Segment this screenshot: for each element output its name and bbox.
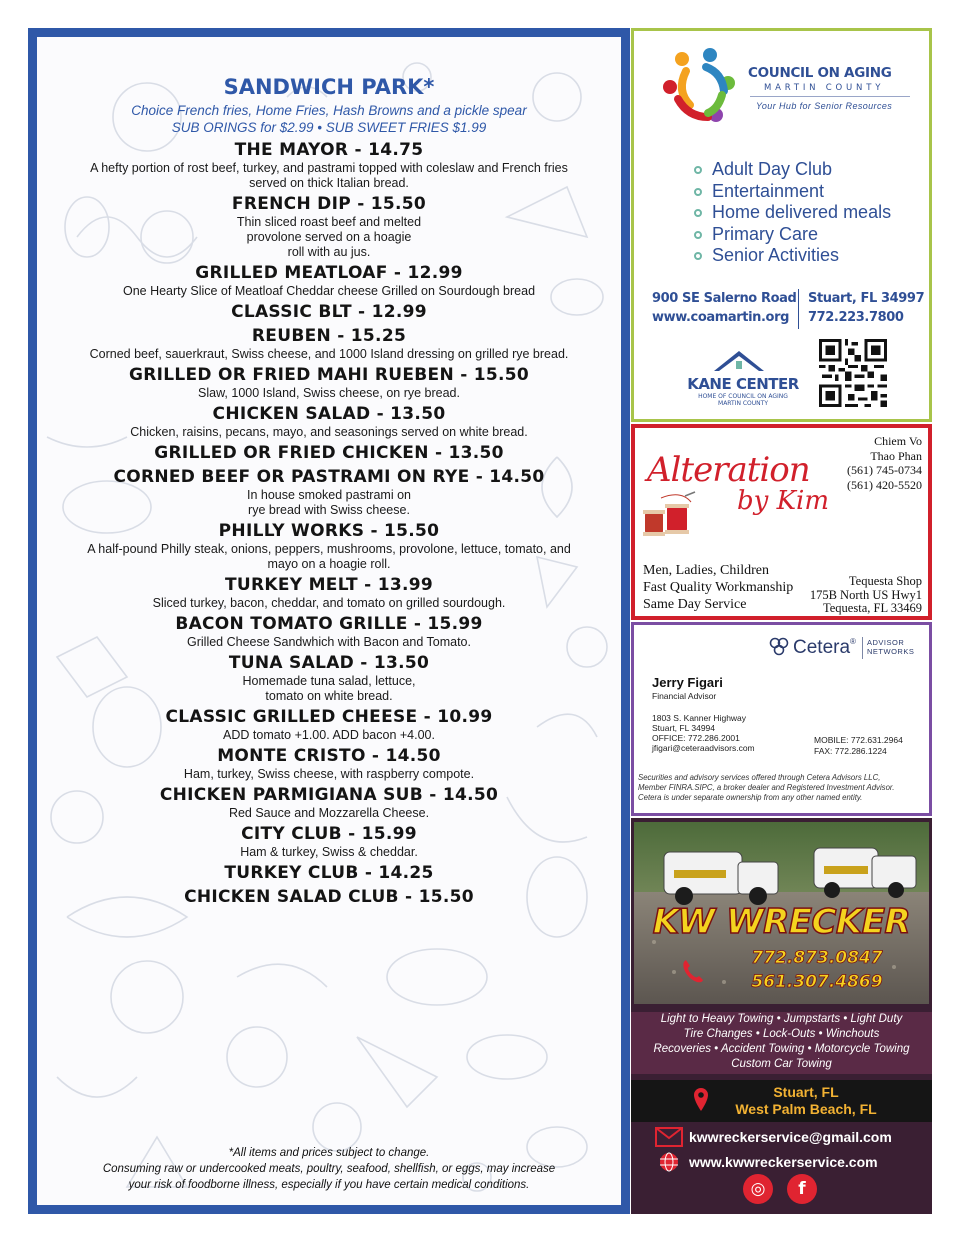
- advisor-phones: [814, 735, 903, 757]
- menu-item-name-price: CLASSIC BLT - 12.99: [231, 302, 427, 322]
- bullet-icon: [694, 231, 702, 239]
- kw-service-line: Recoveries • Accident Towing • Motorcycle Towing: [653, 1043, 910, 1055]
- alteration-contacts: [847, 434, 922, 492]
- menu-item: [57, 326, 601, 362]
- coa-website-link[interactable]: www.coamartin.org: [652, 310, 789, 325]
- alteration-by-kim-ad[interactable]: [631, 424, 932, 620]
- qr-code-icon[interactable]: [819, 339, 887, 407]
- cetera-divider: [862, 637, 863, 659]
- cetera-legal-disclaimer: Securities and advisory services offered through Cetera Advisors LLC, Member FINRA.SIPC, a broker dealer and Registered Investment Advisor. Cetera is under separate ownership from any other named entity.: [638, 773, 895, 802]
- coa-city-block: [808, 289, 924, 327]
- contact-phone[interactable]: (561) 745-0734: [847, 463, 922, 477]
- cetera-brand: Cetera®: [793, 637, 856, 658]
- menu-item-description: ADD tomato +1.00. ADD bacon +4.00.: [223, 728, 435, 742]
- menu-item: [57, 302, 601, 323]
- bullet-icon: [694, 188, 702, 196]
- consumption-warning-line-1: Consuming raw or undercooked meats, poultry, seafood, shellfish, or eggs, may increase: [102, 1163, 556, 1175]
- menu-item: [57, 824, 601, 860]
- menu-item: [57, 467, 601, 518]
- alteration-shop-address: Tequesta Shop 175B North US Hwy1 Tequesta, FL 33469: [809, 574, 922, 615]
- menu-item-name-price: TURKEY CLUB - 14.25: [224, 863, 434, 883]
- globe-icon: [655, 1152, 683, 1172]
- menu-item-name-price: CHICKEN SALAD - 13.50: [212, 404, 446, 424]
- menu-item: [57, 521, 601, 572]
- coa-address-separator: [798, 289, 799, 329]
- coa-address: 900 SE Salerno Road: [652, 291, 797, 306]
- menu-footer: [37, 1145, 621, 1193]
- kw-phone-secondary[interactable]: 561.307.4869: [751, 972, 883, 992]
- council-on-aging-ad[interactable]: [631, 28, 932, 422]
- coa-service-item: Primary Care: [694, 224, 891, 246]
- map-pin-icon: [693, 1088, 709, 1112]
- kw-location: Stuart, FL: [773, 1084, 839, 1100]
- bullet-icon: [694, 252, 702, 260]
- kw-email-link[interactable]: kwwreckerservice@gmail.com: [689, 1129, 892, 1145]
- menu-item-description: served on thick Italian bread.: [249, 176, 409, 190]
- menu-item-name-price: CORNED BEEF OR PASTRAMI ON RYE - 14.50: [113, 467, 545, 487]
- menu-item-name-price: TURKEY MELT - 13.99: [224, 575, 433, 595]
- menu-item: [57, 707, 601, 743]
- coa-address-block: [652, 289, 796, 327]
- menu-item-description: tomato on white bread.: [265, 689, 393, 703]
- alteration-service: Men, Ladies, Children: [643, 563, 769, 578]
- menu-panel: [28, 28, 630, 1214]
- menu-item-name-price: CLASSIC GRILLED CHEESE - 10.99: [165, 707, 493, 727]
- mobile-phone[interactable]: MOBILE: 772.631.2964: [814, 735, 903, 745]
- menu-item: [57, 194, 601, 260]
- contact-name: Chiem Vo: [874, 434, 922, 448]
- menu-item-description: mayo on a hoagie roll.: [267, 557, 391, 571]
- kw-wrecker-ad[interactable]: [631, 818, 932, 1214]
- kw-wrecker-logo: KW WRECKER: [652, 902, 911, 942]
- consumption-warning-line-2: your risk of foodborne illness, especially if you have certain medical conditions.: [128, 1179, 530, 1191]
- alteration-services: [643, 562, 793, 613]
- menu-item: [57, 863, 601, 884]
- menu-item-description: One Hearty Slice of Meatloaf Cheddar cheese Grilled on Sourdough bread: [122, 284, 536, 298]
- menu-item-description: Chicken, raisins, pecans, mayo, and seasonings served on white bread.: [130, 425, 528, 439]
- coa-tagline: Your Hub for Senior Resources: [756, 101, 893, 111]
- coa-service-item: Home delivered meals: [694, 202, 891, 224]
- coa-name: COUNCIL ON AGING: [748, 65, 892, 81]
- menu-item: [57, 365, 601, 401]
- alteration-service: Fast Quality Workmanship: [643, 580, 794, 595]
- kw-website-link[interactable]: www.kwwreckerservice.com: [689, 1154, 878, 1170]
- coa-divider: [750, 96, 910, 97]
- fax-number: FAX: 772.286.1224: [814, 746, 887, 756]
- menu-item-description: Grilled Cheese Sandwhich with Bacon and Tomato.: [187, 635, 471, 649]
- price-disclaimer: *All items and prices subject to change.: [228, 1147, 430, 1159]
- phone-icon: [681, 958, 705, 984]
- office-phone[interactable]: OFFICE: 772.286.2001: [652, 733, 740, 743]
- kw-service-line: Light to Heavy Towing • Jumpstarts • Light Duty: [660, 1013, 903, 1025]
- menu-item-description: A half-pound Philly steak, onions, peppers, mushrooms, provolone, lettuce, tomato, and: [87, 542, 571, 556]
- coa-phone[interactable]: 772.223.7800: [808, 310, 904, 325]
- coa-city: Stuart, FL 34997: [808, 291, 925, 306]
- alteration-service: Same Day Service: [643, 597, 747, 612]
- menu-item: [57, 140, 601, 191]
- menu-item-name-price: GRILLED OR FRIED CHICKEN - 13.50: [154, 443, 504, 463]
- kw-locations: [631, 1080, 932, 1122]
- menu-item-description: A hefty portion of rost beef, turkey, and pastrami topped with coleslaw and French fries: [90, 161, 568, 175]
- menu-item-list: [57, 140, 601, 908]
- menu-item-name-price: CHICKEN PARMIGIANA SUB - 14.50: [159, 785, 499, 805]
- kw-location: West Palm Beach, FL: [735, 1101, 877, 1117]
- kw-service-line: Custom Car Towing: [731, 1058, 832, 1070]
- instagram-icon[interactable]: ◎: [743, 1174, 773, 1204]
- menu-item: [57, 614, 601, 650]
- menu-item-description: roll with au jus.: [287, 245, 371, 259]
- menu-item: [57, 887, 601, 908]
- contact-name: Thao Phan: [870, 448, 922, 463]
- menu-item-name-price: PHILLY WORKS - 15.50: [218, 521, 440, 541]
- menu-item-description: Sliced turkey, bacon, cheddar, and tomato on grilled sourdough.: [152, 596, 506, 610]
- council-on-aging-logo-icon: [656, 45, 742, 131]
- advisor-address: 1803 S. Kanner Highway Stuart, FL 34994 OFFICE: 772.286.2001 jfigari@ceteraadvisors.com: [652, 713, 755, 753]
- menu-item-description: rye bread with Swiss cheese.: [248, 503, 410, 517]
- menu-item-name-price: CITY CLUB - 15.99: [241, 824, 417, 844]
- menu-item-name-price: THE MAYOR - 14.75: [234, 140, 424, 160]
- menu-item: [57, 746, 601, 782]
- menu-title: SANDWICH PARK*: [223, 75, 435, 99]
- alteration-by-kim: by Kim: [737, 486, 829, 516]
- menu-item-name-price: MONTE CRISTO - 14.50: [217, 746, 441, 766]
- cetera-advisor-ad[interactable]: [631, 622, 932, 816]
- menu-item-description: Homemade tuna salad, lettuce,: [242, 674, 416, 688]
- menu-item-description: Corned beef, sauerkraut, Swiss cheese, and 1000 Island dressing on grilled rye bread.: [89, 347, 569, 361]
- advisor-role: Financial Advisor: [652, 691, 717, 701]
- menu-item-description: Ham, turkey, Swiss cheese, with raspberry compote.: [183, 767, 475, 781]
- menu-item-description: provolone served on a hoagie: [246, 230, 412, 244]
- menu-item-name-price: GRILLED OR FRIED MAHI RUEBEN - 15.50: [128, 365, 530, 385]
- menu-item-description: Slaw, 1000 Island, Swiss cheese, on rye bread.: [198, 386, 460, 400]
- advisor-email[interactable]: jfigari@ceteraadvisors.com: [652, 743, 755, 753]
- bullet-icon: [694, 166, 702, 174]
- menu-item-name-price: BACON TOMATO GRILLE - 15.99: [175, 614, 483, 634]
- menu-item: [57, 263, 601, 299]
- menu-item-description: Ham & turkey, Swiss & cheddar.: [240, 845, 418, 859]
- menu-item-name-price: TUNA SALAD - 13.50: [228, 653, 430, 673]
- menu-item: [57, 785, 601, 821]
- kw-service-list: [631, 1012, 932, 1074]
- cetera-advisor-networks: ADVISOR NETWORKS: [867, 638, 915, 656]
- envelope-icon: [655, 1127, 683, 1147]
- kw-service-line: Tire Changes • Lock-Outs • Winchouts: [683, 1028, 880, 1040]
- menu-item-name-price: FRENCH DIP - 15.50: [231, 194, 427, 214]
- coa-service-item: Adult Day Club: [694, 159, 891, 181]
- coa-service-list: [694, 159, 891, 267]
- menu-item: [57, 653, 601, 704]
- menu-item-description: Thin sliced roast beef and melted: [236, 215, 422, 229]
- kane-center-name: KANE CENTER: [687, 375, 799, 393]
- advisor-name: Jerry Figari: [652, 675, 723, 690]
- kw-phone-primary[interactable]: 772.873.0847: [751, 948, 883, 968]
- menu-item-description: In house smoked pastrami on: [247, 488, 411, 502]
- menu-item-name-price: CHICKEN SALAD CLUB - 15.50: [184, 887, 474, 907]
- facebook-icon[interactable]: f: [787, 1174, 817, 1204]
- thread-spools-icon: [641, 490, 697, 538]
- alteration-title: Alteration: [647, 450, 810, 490]
- coa-county: MARTIN COUNTY: [764, 83, 885, 93]
- menu-item-name-price: REUBEN - 15.25: [251, 326, 407, 346]
- menu-item: [57, 404, 601, 440]
- menu-item-description: Red Sauce and Mozzarella Cheese.: [228, 806, 430, 820]
- menu-item: [57, 575, 601, 611]
- coa-service-item: Entertainment: [694, 181, 891, 203]
- kane-center-subtitle: HOME OF COUNCIL ON AGING MARTIN COUNTY: [698, 393, 788, 407]
- contact-phone[interactable]: (561) 420-5520: [847, 477, 922, 492]
- menu-subtitle-sides: Choice French fries, Home Fries, Hash Browns and a pickle spear: [131, 103, 527, 118]
- bullet-icon: [694, 209, 702, 217]
- menu-item: [57, 443, 601, 464]
- menu-subtitle-upgrades: SUB ORINGS for $2.99 • SUB SWEET FRIES $1.99: [171, 120, 487, 135]
- menu-item-name-price: GRILLED MEATLOAF - 12.99: [195, 263, 463, 283]
- coa-service-item: Senior Activities: [694, 245, 891, 267]
